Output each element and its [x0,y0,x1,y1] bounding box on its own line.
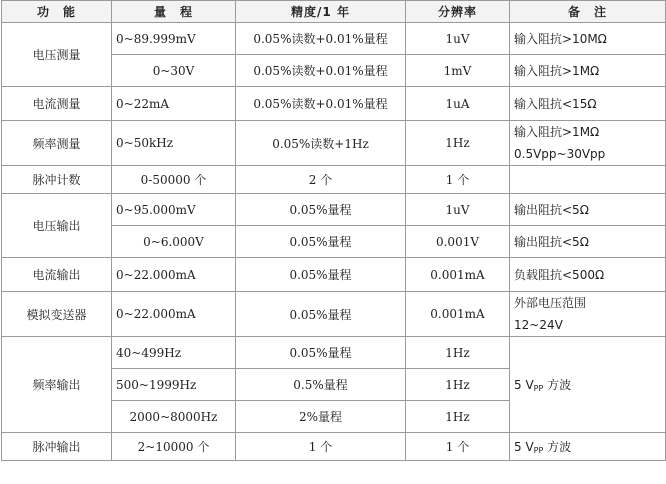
note-line: 0.5Vpp~30Vpp [514,147,606,161]
table-row [2,87,666,121]
accuracy-cell: 0.05%量程 [236,258,406,292]
accuracy-cell: 0.05%读数+0.01%量程 [236,55,406,87]
resolution-cell: 1Hz [406,369,510,401]
note-line: 外部电压范围 [514,296,587,310]
header-row [2,1,666,23]
note-tail: 方波 [543,378,572,392]
accuracy-cell: 0.05%量程 [236,226,406,258]
range-cell: 0~22.000mA [112,258,236,292]
range-cell: 40~499Hz [112,337,236,369]
func-voltage-output: 电压输出 [2,194,112,258]
resolution-cell: 1 个 [406,166,510,194]
range-cell: 0~95.000mV [112,194,236,226]
note-main: 5 V [514,378,534,392]
note-cell: 输入阻抗>10MΩ [510,23,666,55]
resolution-cell: 1 个 [406,433,510,461]
accuracy-cell: 1 个 [236,433,406,461]
resolution-cell: 0.001V [406,226,510,258]
range-cell: 0~22.000mA [112,292,236,337]
note-subscript: PP [533,384,544,393]
func-pulse-output: 脉冲输出 [2,433,112,461]
table-row [2,23,666,55]
resolution-cell: 1Hz [406,121,510,166]
note-cell [510,121,666,166]
resolution-cell: 1mV [406,55,510,87]
header-accuracy: 精度/1 年 [236,1,406,23]
table-row [2,194,666,226]
note-cell [510,166,666,194]
header-resolution: 分辨率 [406,1,510,23]
resolution-cell: 0.001mA [406,258,510,292]
accuracy-cell: 0.05%读数+0.01%量程 [236,87,406,121]
note-cell: 输出阻抗<5Ω [510,226,666,258]
accuracy-cell: 2%量程 [236,401,406,433]
table-row [2,121,666,166]
accuracy-cell: 0.05%量程 [236,292,406,337]
table-row [2,258,666,292]
accuracy-cell: 0.05%量程 [236,337,406,369]
resolution-cell: 1Hz [406,401,510,433]
table-row [2,433,666,461]
range-cell: 0~89.999mV [112,23,236,55]
accuracy-cell: 0.05%读数+0.01%量程 [236,23,406,55]
header-notes: 备 注 [510,1,666,23]
func-current-output: 电流输出 [2,258,112,292]
resolution-cell: 1uA [406,87,510,121]
accuracy-cell: 0.5%量程 [236,369,406,401]
func-analog-transmitter: 模拟变送器 [2,292,112,337]
range-cell: 0~50kHz [112,121,236,166]
table-row [2,292,666,337]
func-pulse-count: 脉冲计数 [2,166,112,194]
header-function: 功 能 [2,1,112,23]
func-current-measure: 电流测量 [2,87,112,121]
header-range: 量 程 [112,1,236,23]
range-cell: 0-50000 个 [112,166,236,194]
spec-table [1,0,666,461]
range-cell: 2000~8000Hz [112,401,236,433]
range-cell: 0~6.000V [112,226,236,258]
func-voltage-measure: 电压测量 [2,23,112,87]
note-cell: 输出阻抗<5Ω [510,194,666,226]
accuracy-cell: 0.05%读数+1Hz [236,121,406,166]
accuracy-cell: 2 个 [236,166,406,194]
note-cell: 输入阻抗<15Ω [510,87,666,121]
resolution-cell: 0.001mA [406,292,510,337]
table-row [2,337,666,369]
note-line: 12~24V [514,318,563,332]
resolution-cell: 1uV [406,194,510,226]
note-cell [510,433,666,461]
range-cell: 0~22mA [112,87,236,121]
range-cell: 500~1999Hz [112,369,236,401]
table-row [2,166,666,194]
note-main: 5 V [514,440,534,454]
func-frequency-measure: 频率测量 [2,121,112,166]
note-line: 输入阻抗>1MΩ [514,125,600,139]
range-cell: 0~30V [112,55,236,87]
resolution-cell: 1uV [406,23,510,55]
resolution-cell: 1Hz [406,337,510,369]
note-cell [510,337,666,433]
note-tail: 方波 [543,440,572,454]
range-cell: 2~10000 个 [112,433,236,461]
note-cell: 负载阻抗<500Ω [510,258,666,292]
accuracy-cell: 0.05%量程 [236,194,406,226]
note-subscript: PP [533,446,544,455]
note-cell [510,292,666,337]
func-frequency-output: 频率输出 [2,337,112,433]
note-cell: 输入阻抗>1MΩ [510,55,666,87]
